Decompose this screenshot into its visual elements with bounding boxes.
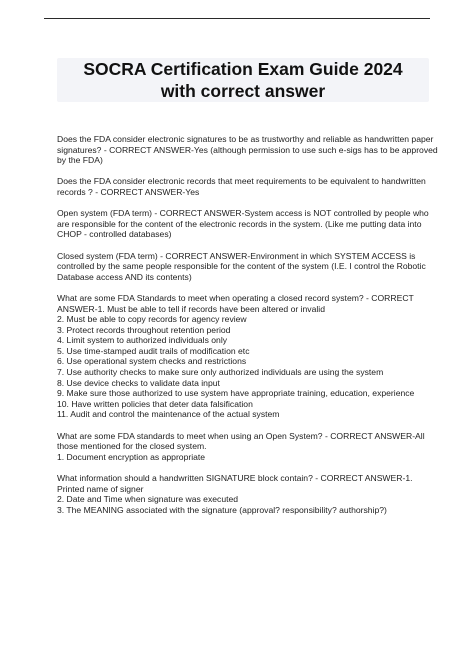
list-item: 10. Have written policies that deter data falsification (57, 398, 253, 409)
qa-text: What are some FDA standards to meet when using an Open System? - CORRECT ANSWER-All those mentioned for the closed system. (57, 430, 425, 452)
list-item: 7. Use authority checks to make sure only authorized individuals are using the system (57, 367, 384, 378)
list-item: 2. Must be able to copy records for agency review (57, 314, 247, 325)
qa-text: Open system (FDA term) - CORRECT ANSWER-System access is NOT controlled by people who are responsible for the content of the electronic records in the system. (Like me putting data into CHOP - controlled databases) (57, 208, 429, 240)
list-item: 9. Make sure those authorized to use system have appropriate training, education, experience (57, 388, 415, 399)
list-item: 3. The MEANING associated with the signature (approval? responsibility? authorship?) (57, 504, 387, 515)
document-body (57, 134, 442, 526)
qa-text: What are some FDA Standards to meet when operating a closed record system? - CORRECT ANSWER-1. Must be able to tell if records have been altered or invalid (57, 292, 414, 314)
qa-text: Does the FDA consider electronic signatures to be as trustworthy and reliable as handwritten paper signatures? - CORRECT ANSWER-Yes (although permission to use such e-sigs has to be approved by the FDA) (57, 134, 438, 166)
list-item: 2. Date and Time when signature was executed (57, 494, 239, 505)
list-item: 3. Protect records throughout retention period (57, 324, 231, 335)
qa-text: Closed system (FDA term) - CORRECT ANSWER-Environment in which SYSTEM ACCESS is controlled by the same people responsible for the content of the system (I.E. I control the Robotic Database access AND its contents) (57, 250, 426, 282)
qa-entry (57, 208, 442, 240)
title-line-2: with correct answer (160, 81, 326, 101)
qa-entry (57, 293, 442, 420)
title-line-1: SOCRA Certification Exam Guide 2024 (83, 59, 403, 79)
qa-entry (57, 176, 442, 197)
list-item: 8. Use device checks to validate data input (57, 377, 220, 388)
qa-text: Does the FDA consider electronic records that meet requirements to be equivalent to handwritten records ? - CORRECT ANSWER-Yes (57, 176, 426, 197)
qa-entry (57, 431, 442, 463)
list-item: 4. Limit system to authorized individuals only (57, 335, 228, 346)
top-divider (44, 18, 430, 19)
qa-entry (57, 251, 442, 283)
list-item: 11. Audit and control the maintenance of the actual system (57, 409, 280, 420)
list-item: 5. Use time-stamped audit trails of modification etc (57, 345, 250, 356)
document-title (57, 58, 429, 102)
list-item: 1. Document encryption as appropriate (57, 451, 206, 462)
list-item: 6. Use operational system checks and restrictions (57, 356, 247, 367)
qa-entry (57, 134, 442, 166)
qa-entry (57, 473, 442, 515)
qa-text: What information should a handwritten SIGNATURE block contain? - CORRECT ANSWER-1. Printed name of signer (57, 473, 413, 494)
